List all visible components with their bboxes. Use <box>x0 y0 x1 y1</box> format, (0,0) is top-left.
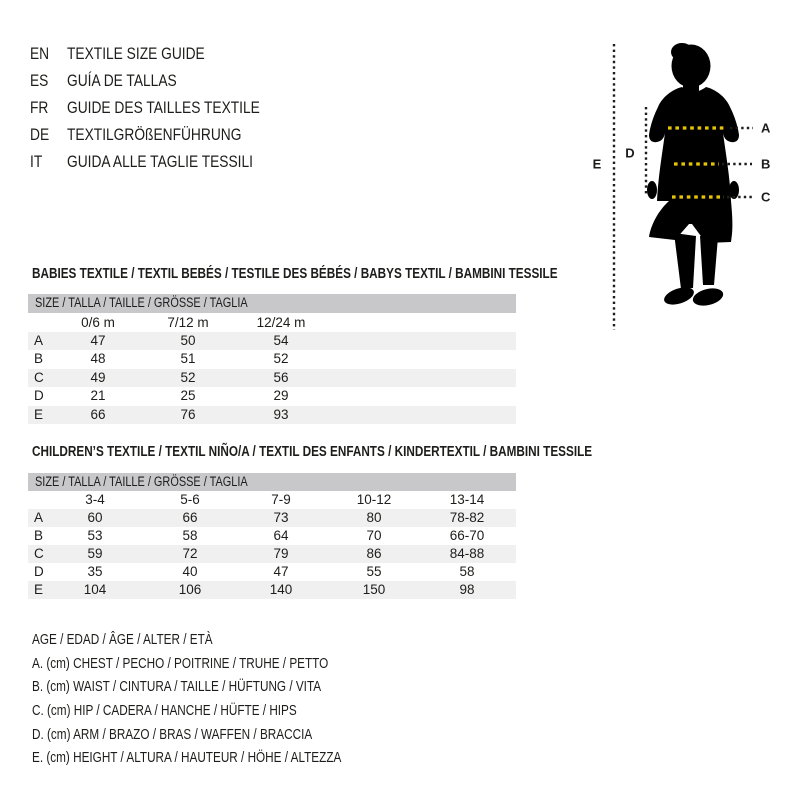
language-row-fr <box>30 94 305 121</box>
figure-label-b: B <box>761 156 771 172</box>
language-row-de <box>30 121 305 148</box>
column-header: 5-6 <box>180 492 200 507</box>
legend-arm-line: D. (cm) ARM / BRAZO / BRAS / WAFFEN / BRACCIA <box>32 726 313 743</box>
table-cell: 51 <box>180 351 196 366</box>
row-label: D <box>34 388 44 403</box>
language-row-en <box>30 40 305 67</box>
table-row <box>28 332 516 351</box>
table-row <box>28 563 516 581</box>
table-cell: 66 <box>182 510 198 525</box>
guide-title: GUIDA ALLE TAGLIE TESSILI <box>67 151 253 171</box>
table-row <box>28 545 516 563</box>
table-cell: 52 <box>180 369 196 385</box>
table-cell: 72 <box>182 546 198 561</box>
table-cell: 86 <box>366 546 382 561</box>
figure-label-e: E <box>592 156 602 172</box>
row-label: A <box>34 332 44 348</box>
table-cell: 25 <box>180 388 196 403</box>
table-cell: 55 <box>366 564 382 579</box>
table-row <box>28 406 516 425</box>
table-cell: 59 <box>87 546 103 561</box>
row-label: E <box>34 406 44 422</box>
table-cell: 47 <box>273 564 289 579</box>
table-row <box>28 509 516 527</box>
table-cell: 98 <box>459 582 475 597</box>
table-cell: 40 <box>182 564 198 579</box>
table-cell: 29 <box>273 388 289 403</box>
table-cell: 56 <box>273 369 289 385</box>
row-label: B <box>34 351 44 366</box>
babies-section-heading: BABIES TEXTILE / TEXTIL BEBÉS / TESTILE DES BÉBÉS / BABYS TEXTIL / BAMBINI TESSILE <box>32 266 558 282</box>
table-cell: 79 <box>273 546 289 561</box>
table-row <box>28 369 516 388</box>
table-cell: 150 <box>362 582 386 597</box>
language-row-es <box>30 67 305 94</box>
table-cell: 35 <box>87 564 103 579</box>
legend-age-line: AGE / EDAD / ÂGE / ALTER / ETÀ <box>32 632 213 648</box>
guide-title: TEXTILE SIZE GUIDE <box>67 43 205 63</box>
children-section-heading: CHILDREN’S TEXTILE / TEXTIL NIÑO/A / TEXTIL DES ENFANTS / KINDERTEXTIL / BAMBINI TESSILE <box>32 444 593 460</box>
table-cell: 49 <box>90 369 106 385</box>
row-label: E <box>34 582 44 597</box>
babies-size-header-bar: SIZE / TALLA / TAILLE / GRÖSSE / TAGLIA <box>28 294 516 313</box>
measurement-legend <box>32 629 414 771</box>
babies-size-table <box>28 266 558 426</box>
table-cell: 58 <box>182 528 198 543</box>
language-row-it <box>30 148 305 175</box>
figure-label-a: A <box>761 120 771 136</box>
row-label: C <box>34 546 44 561</box>
language-title-list <box>30 40 305 175</box>
table-cell: 140 <box>269 582 293 597</box>
figure-label-c: C <box>761 189 771 205</box>
table-cell: 78-82 <box>449 510 485 525</box>
table-cell: 66-70 <box>449 528 485 543</box>
language-code: ES <box>30 70 49 90</box>
table-cell: 84-88 <box>449 546 485 561</box>
table-cell: 47 <box>90 332 106 348</box>
table-cell: 106 <box>178 582 202 597</box>
table-cell: 93 <box>273 406 289 422</box>
table-cell: 80 <box>366 510 382 525</box>
row-label: B <box>34 528 44 543</box>
figure-label-d: D <box>625 145 635 161</box>
legend-hip-line: C. (cm) HIP / CADERA / HANCHE / HÜFTE / HIPS <box>32 703 297 720</box>
guide-title: TEXTILGRÖßENFÜHRUNG <box>67 124 242 144</box>
legend-height-line: E. (cm) HEIGHT / ALTURA / HAUTEUR / HÖHE / ALTEZZA <box>32 750 342 767</box>
column-header: 12/24 m <box>256 314 306 330</box>
column-header: 3-4 <box>85 492 105 507</box>
language-code: DE <box>30 124 50 144</box>
table-cell: 60 <box>87 510 103 525</box>
table-cell: 21 <box>90 388 106 403</box>
table-cell: 53 <box>87 528 103 543</box>
table-cell: 76 <box>180 406 196 422</box>
child-silhouette-figure <box>585 30 785 330</box>
row-label: D <box>34 564 44 579</box>
language-code: FR <box>30 97 49 117</box>
table-cell: 104 <box>83 582 107 597</box>
legend-chest-line: A. (cm) CHEST / PECHO / POITRINE / TRUHE / PETTO <box>32 655 329 672</box>
row-label: A <box>34 510 44 525</box>
children-column-headers <box>28 491 516 509</box>
column-header: 7-9 <box>271 492 291 507</box>
guide-title: GUÍA DE TALLAS <box>67 70 177 90</box>
babies-column-headers <box>28 313 516 332</box>
table-cell: 48 <box>90 351 106 366</box>
column-header: 7/12 m <box>167 314 209 330</box>
legend-waist-line: B. (cm) WAIST / CINTURA / TAILLE / HÜFTUNG / VITA <box>32 679 322 696</box>
table-cell: 58 <box>459 564 475 579</box>
guide-title: GUIDE DES TAILLES TEXTILE <box>67 97 260 117</box>
table-cell: 70 <box>366 528 382 543</box>
table-cell: 54 <box>273 332 289 348</box>
children-size-table <box>28 444 593 604</box>
column-header: 13-14 <box>449 492 485 507</box>
table-row <box>28 350 516 369</box>
table-row <box>28 527 516 545</box>
column-header: 0/6 m <box>81 314 115 330</box>
column-header: 10-12 <box>356 492 392 507</box>
table-row <box>28 387 516 406</box>
language-code: IT <box>30 151 43 171</box>
table-row <box>28 581 516 599</box>
table-cell: 50 <box>180 332 196 348</box>
children-size-header-bar: SIZE / TALLA / TAILLE / GRÖSSE / TAGLIA <box>28 473 516 491</box>
language-code: EN <box>30 43 50 63</box>
table-cell: 73 <box>273 510 289 525</box>
row-label: C <box>34 369 44 385</box>
table-cell: 64 <box>273 528 289 543</box>
table-cell: 52 <box>273 351 289 366</box>
table-cell: 66 <box>90 406 106 422</box>
